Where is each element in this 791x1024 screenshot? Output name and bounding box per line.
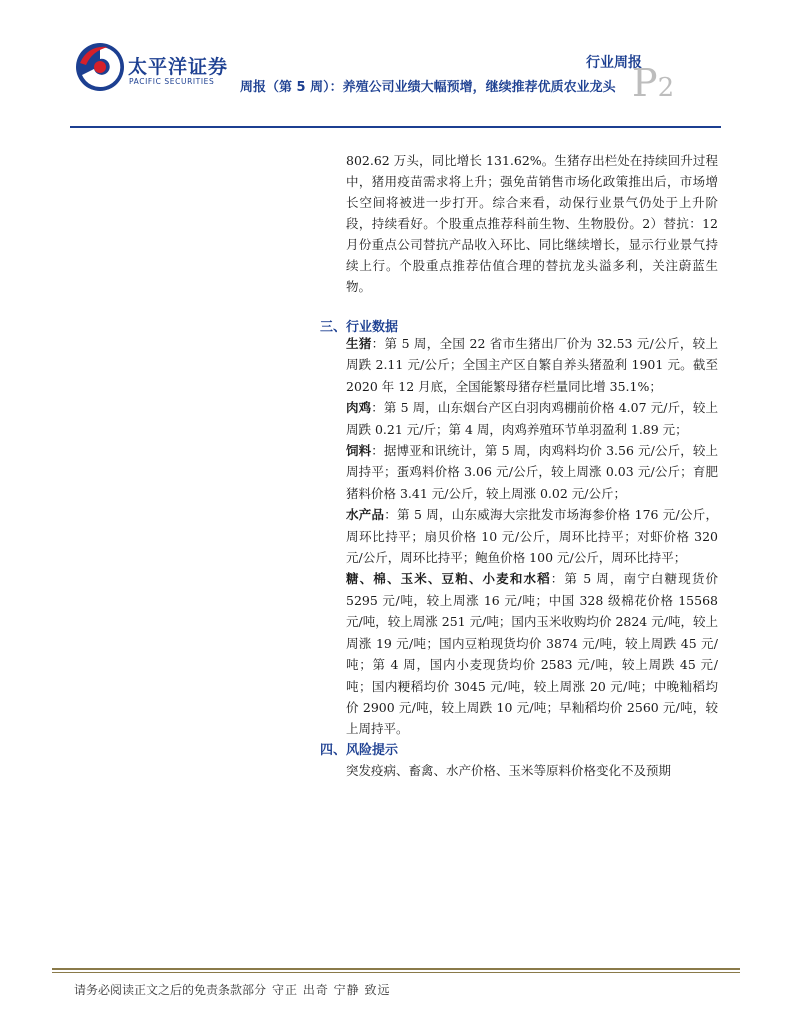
data-item-aquatic [346,504,718,568]
intro-section [346,150,718,297]
company-logo [74,41,234,97]
logo-english-name: PACIFIC SECURITIES [129,77,215,86]
data-item-text: ：第 5 周，山东烟台产区白羽肉鸡棚前价格 4.07 元/斤，较上周跌 0.21 元/斤；第 4 周，肉鸡养殖环节单羽盈利 1.89 元； [346,400,718,437]
data-item-text: ：第 5 周，南宁白糖现货价 5295 元/吨，较上周涨 16 元/吨；中国 328 级棉花价格 15568 元/吨，较上周涨 251 元/吨；国内玉米收购均价 2824 元/吨，较上周涨 19 元/吨；国内豆粕现货均价 3874 元/吨，较上周跌 45 元/吨；第 4 周，国内小麦现货均价 2583 元/吨，较上周跌 45 元/吨；国内粳稻均价 3045 元/吨，较上周涨 20 元/吨；中晚籼稻均价 2900 元/吨，较上周跌 10 元/吨；早籼稻均价 2560 元/吨，较上周持平。 [346,571,718,737]
data-item-label: 肉鸡 [346,400,372,416]
data-item-text: ：据博亚和讯统计，第 5 周，肉鸡料均价 3.56 元/公斤，较上周持平；蛋鸡料价格 3.06 元/公斤，较上周涨 0.03 元/公斤；育肥猪料价格 3.41 元/公斤，较上周涨 0.02 元/公斤； [346,443,718,501]
footer-divider [52,968,740,970]
section-4-heading: 四、风险提示 [320,743,399,758]
report-type-label: 行业周报 [586,55,642,71]
footer-disclaimer: 请务必阅读正文之后的免责条款部分 [74,983,267,997]
footer-motto: 守正 出奇 宁静 致远 [272,983,391,997]
industry-data-list [346,333,718,740]
report-title: 周报（第 5 周）：养殖公司业绩大幅预增，继续推荐优质农业龙头 [240,80,616,95]
data-item-feed [346,440,718,504]
section-3-heading: 三、行业数据 [320,320,399,335]
page-digit: 2 [657,73,675,103]
logo-chinese-name: 太平洋证券 [128,56,229,78]
data-item-text: ：第 5 周，全国 22 省市生猪出厂价为 32.53 元/公斤，较上周跌 2.11 元/公斤；全国主产区自繁自养头猪盈利 1901 元。截至 2020 年 12 月底，全国能繁母猪存栏量同比增 35.1%； [346,336,718,394]
data-item-label: 糖、棉、玉米、豆粕、小麦和水稻 [346,571,551,587]
header-divider [70,126,721,128]
data-item-label: 生猪 [346,336,372,351]
page-number [632,61,675,105]
data-item-text: ：第 5 周，山东威海大宗批发市场海参价格 176 元/公斤，周环比持平；扇贝价格 10 元/公斤，周环比持平；对虾价格 320 元/公斤，周环比持平；鲍鱼价格 100 元/公斤，周环比持平； [346,507,718,566]
data-item-label: 水产品 [346,507,385,523]
page-letter: P [632,61,658,105]
data-item-broiler [346,397,718,440]
risk-warning-text: 突发疫病、畜禽、水产价格、玉米等原料价格变化不及预期 [346,763,672,778]
data-item-hog [346,333,718,397]
pacific-securities-logo-icon [74,41,126,93]
footer-divider-thin [52,972,740,973]
intro-paragraph: 802.62 万头，同比增长 131.62%。生猪存出栏处在持续回升过程中，猪用疫苗需求将上升；强免苗销售市场化政策推出后，市场增长空间将被进一步打开。综合来看，动保行业景气仍处于上升阶段，持续看好。个股重点推荐科前生物、生物股份。2）替抗：12 月份重点公司替抗产品收入环比、同比继续增长，显示行业景气持续上行。个股重点推荐估值合理的替抗龙头溢多利，关注蔚蓝生物。 [346,153,718,294]
footer [74,981,390,998]
data-item-label: 饲料 [346,443,372,459]
data-item-commodities [346,568,718,739]
